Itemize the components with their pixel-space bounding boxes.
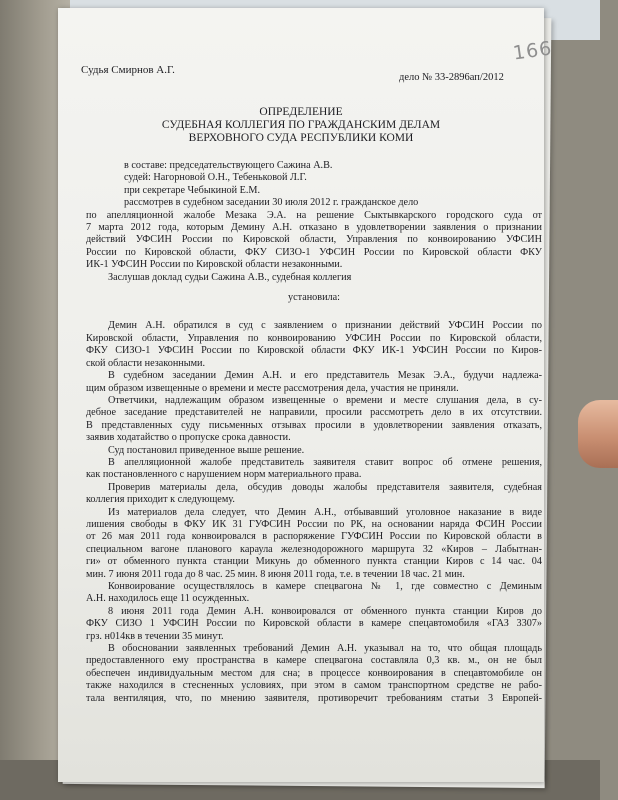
text-line: ФКУ СИЗО-1 УФСИН России по Кировской области ФКУ ИК-1 УФСИН России по Киров- <box>86 345 542 357</box>
case-number: дело № 33-2896ап/2012 <box>399 72 504 83</box>
title-line: ОПРЕДЕЛЕНИЕ <box>259 106 343 118</box>
holding-finger <box>578 400 618 468</box>
text-line: ги» от обменного пункта станции Микунь до обменного пункта станции Киров с 14 час. 04 <box>86 556 542 568</box>
text-line: грз. н014кв в течении 35 минут. <box>86 630 224 642</box>
text-line: В обосновании заявленных требований Демин А.Н. указывал на то, что общая площадь <box>108 643 542 655</box>
paragraph-transport <box>86 606 542 643</box>
paragraph-convoy <box>86 581 542 606</box>
document-body <box>86 160 542 705</box>
composition-line: в составе: председательствующего Сажина А.В. <box>124 160 333 171</box>
text-line: тала вентиляция, что, по мнению заявителя, противоречит требованиям статьи 3 Европей- <box>86 692 542 704</box>
composition-line: рассмотрев в судебном заседании 30 июля 2012 г. гражданское дело <box>124 197 419 209</box>
text-line: действий УФСИН России по Кировской области, Управления по конвоированию УФСИН <box>86 234 542 246</box>
text-line: В судебном заседании Демин А.Н. и его представитель Мезак Э.А., будучи надлежа- <box>108 370 542 382</box>
text-line: предоставленного ему пространства в камере спецвагона составляла 0,3 кв. м., он не был <box>86 655 542 667</box>
text-line: ской области незаконными. <box>86 357 206 369</box>
text-line: обеспечен индивидуальным местом для сна; в процессе конвоирования в спецавтомобиле он <box>86 667 542 679</box>
text-line: по апелляционной жалобе Мезака Э.А. на решение Сыктывкарского городского суда от <box>86 209 542 221</box>
established-heading: установила: <box>288 292 340 304</box>
text-line: Кировской области, Управления по конвоированию УФСИН России по Кировской области, <box>86 332 542 344</box>
paragraph-appeal <box>86 457 542 482</box>
text-line: В апелляционной жалобе представитель заявителя ставит вопрос об отмене решения, <box>108 456 542 468</box>
text-line: мин. 7 июня 2011 года до 8 час. 25 мин. 8 июня 2011 года, т.е. в течении 18 час. 21 мин. <box>86 568 465 580</box>
text-line: В представленных суду письменных отзывах просили в удовлетворении заявления отказать, <box>86 419 542 431</box>
composition-line: при секретаре Чебыкиной Е.М. <box>124 184 261 196</box>
text-line: также находился в стесненных условиях, при этом в самом транспортном средстве не рабо- <box>86 680 542 692</box>
title-line: ВЕРХОВНОГО СУДА РЕСПУБЛИКИ КОМИ <box>188 132 414 144</box>
intro-paragraph <box>86 210 542 272</box>
composition-line: судей: Нагорновой О.Н., Тебеньковой Л.Г. <box>124 172 307 184</box>
title-line: СУДЕБНАЯ КОЛЛЕГИЯ ПО ГРАЖДАНСКИМ ДЕЛАМ <box>161 119 441 131</box>
text-line: ИК-1 УФСИН России по Кировской области незаконными. <box>86 259 343 271</box>
document-page <box>58 8 554 782</box>
text-line: специальном вагоне планового караула железнодорожного маршрута 32 «Киров – Лабытнан- <box>86 543 542 555</box>
text-line: дебное заседание представителей не направили, просили рассмотреть дело в их отсутствии. <box>86 407 542 419</box>
paragraph-case-facts <box>86 507 542 581</box>
document-title <box>58 106 544 145</box>
handwritten-page-number: 166 <box>511 37 554 65</box>
paragraph-hearing <box>86 370 542 395</box>
text-line: от 26 мая 2011 года конвоировался в распоряжение ГУФСИН России по Кировской области в <box>86 531 542 543</box>
court-composition <box>86 160 542 210</box>
judge-name: Судья Смирнов А.Г. <box>81 64 175 76</box>
paragraph-review <box>86 482 542 507</box>
text-line: ФКУ СИЗО 1 УФСИН России по Кировской области в камере спецавтомобиля «ГАЗ 3307» <box>86 618 542 630</box>
text-line: щим образом извещенные о времени и месте рассмотрения дела, участия не приняли. <box>86 382 459 394</box>
paragraph-claim <box>86 320 542 370</box>
text-line: 8 июня 2011 года Демин А.Н. конвоировался от обменного пункта станции Киров до <box>108 605 542 617</box>
text-line: коллегия приходит к следующему. <box>86 494 235 506</box>
text-line: Конвоирование осуществлялось в камере спецвагона № 1, где совместно с Деминым <box>108 581 542 592</box>
text-line: 7 марта 2012 года, которым Демину А.Н. отказано в удовлетворении заявления о признании <box>86 222 542 234</box>
text-line: Из материалов дела следует, что Демин А.Н., отбывавший уголовное наказание в виде <box>108 506 542 518</box>
text-line: лишения свободы в ФКУ ИК 31 ГУФСИН России по РК, на основании наряда ФСИН России <box>86 518 542 530</box>
text-line: как постановленного с нарушением норм материального права. <box>86 469 362 481</box>
text-line: Проверив материалы дела, обсудив доводы жалобы представителя заявителя, судебная <box>108 481 542 493</box>
text-line: Ответчики, надлежащим образом извещенные о времени и месте слушания дела, в су- <box>108 394 542 406</box>
report-line: Заслушав доклад судьи Сажина А.В., судебная коллегия <box>108 271 352 283</box>
text-line: России по Кировской области, ФКУ СИЗО-1 УФСИН России по Кировской области ФКУ <box>86 246 542 258</box>
text-line: А.Н. находилось еще 11 осужденных. <box>86 593 250 605</box>
text-line: Демин А.Н. обратился в суд с заявлением о признании действий УФСИН России по <box>108 320 542 332</box>
paragraph-defendants <box>86 395 542 445</box>
paragraph-grounds <box>86 643 542 705</box>
text-line: заявив ходатайство о пропуске срока давности. <box>86 432 291 444</box>
paragraph-decision: Суд постановил приведенное выше решение. <box>108 444 305 456</box>
